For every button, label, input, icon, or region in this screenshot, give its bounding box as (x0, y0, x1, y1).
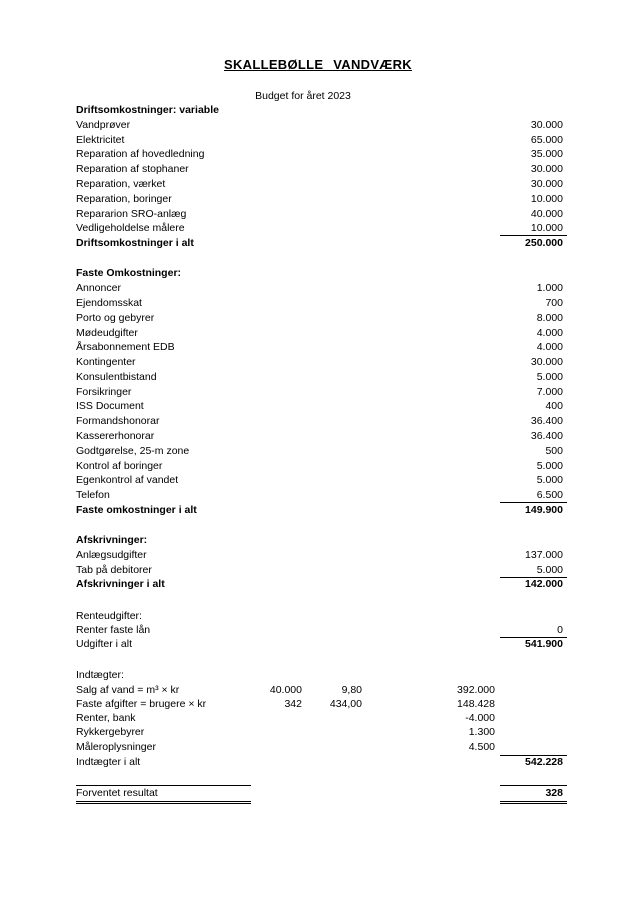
document-title: SKALLEBØLLE VANDVÆRK (224, 57, 412, 72)
document-subtitle: Budget for året 2023 (255, 90, 351, 102)
budget-row: Kontingenter 30.000 (76, 356, 563, 368)
income-qty: 342 (284, 698, 302, 710)
budget-row: Kontrol af boringer 5.000 (76, 460, 563, 472)
budget-row: Konsulentbistand 5.000 (76, 371, 563, 383)
section-heading-indtaegter (0, 668, 636, 683)
income-subtotal: 4.500 (468, 741, 495, 753)
result-double-rule (76, 801, 251, 802)
budget-row: Vandprøver 30.000 (76, 119, 563, 131)
budget-row: Reparation af stophaner 30.000 (76, 163, 563, 175)
budget-row: Formandshonorar 36.400 (76, 415, 563, 427)
total-row-indtaegter: Indtægter i alt 542.228 (76, 756, 563, 768)
budget-row: Elektricitet 65.000 (76, 134, 563, 146)
section-heading-label: Afskrivninger: (76, 534, 148, 546)
result-double-rule (500, 803, 567, 804)
budget-row: Mødeudgifter 4.000 (76, 327, 563, 339)
income-row: Rykkergebyrer 1.300 (76, 726, 495, 738)
budget-row: Anlægsudgifter 137.000 (76, 549, 563, 561)
total-row-udgifter: Udgifter i alt 541.900 (76, 638, 563, 650)
budget-row: Egenkontrol af vandet 5.000 (76, 474, 563, 486)
section-heading-afskrivninger (0, 533, 636, 548)
total-row-afskrivninger: Afskrivninger i alt 142.000 (76, 578, 563, 590)
budget-row: Telefon 6.500 (76, 489, 563, 501)
income-subtotal: 392.000 (457, 684, 495, 696)
total-row-drift: Driftsomkostninger i alt 250.000 (76, 237, 563, 249)
section-heading-drift (0, 103, 636, 118)
section-heading-label: Faste Omkostninger: (76, 267, 182, 279)
budget-row: Porto og gebyrer 8.000 (76, 312, 563, 324)
budget-row: Reparation, værket 30.000 (76, 178, 563, 190)
budget-row: Annoncer 1.000 (76, 282, 563, 294)
income-subtotal: 148.428 (457, 698, 495, 710)
result-row: Forventet resultat 328 (76, 787, 563, 799)
budget-row: Ejendomsskat 700 (76, 297, 563, 309)
section-heading-label: Indtægter: (76, 669, 124, 681)
budget-row: ISS Document 400 (76, 400, 563, 412)
income-row: Salg af vand = m³ × kr 40.000 9,80 392.000 (76, 684, 495, 696)
budget-row: Reparation af hovedledning 35.000 (76, 148, 563, 160)
income-qty: 40.000 (269, 684, 302, 696)
income-subtotal: 1.300 (468, 726, 495, 738)
result-double-rule (500, 801, 567, 802)
budget-row: Repararion SRO-anlæg 40.000 (76, 208, 563, 220)
section-heading-label: Renteudgifter: (76, 610, 142, 622)
budget-row: Reparation, boringer 10.000 (76, 193, 563, 205)
budget-row: Kassererhonorar 36.400 (76, 430, 563, 442)
income-row: Måleroplysninger 4.500 (76, 741, 495, 753)
total-row-faste: Faste omkostninger i alt 149.900 (76, 504, 563, 516)
budget-row: Godtgørelse, 25-m zone 500 (76, 445, 563, 457)
income-row: Renter, bank -4.000 (76, 712, 495, 724)
income-rate: 9,80 (341, 684, 362, 696)
budget-row: Årsabonnement EDB 4.000 (76, 341, 563, 353)
section-heading-label: Driftsomkostninger: variable (76, 104, 219, 116)
budget-row: Tab på debitorer 5.000 (76, 564, 563, 576)
budget-row: Renter faste lån 0 (76, 624, 563, 636)
income-rate: 434,00 (329, 698, 362, 710)
income-subtotal: -4.000 (465, 712, 495, 724)
section-heading-renteudgifter (0, 609, 636, 624)
section-heading-faste (0, 266, 636, 281)
income-row: Faste afgifter = brugere × kr 342 434,00 148.428 (76, 698, 495, 710)
budget-row: Vedligeholdelse målere 10.000 (76, 222, 563, 234)
result-double-rule (76, 803, 251, 804)
budget-row: Forsikringer 7.000 (76, 386, 563, 398)
